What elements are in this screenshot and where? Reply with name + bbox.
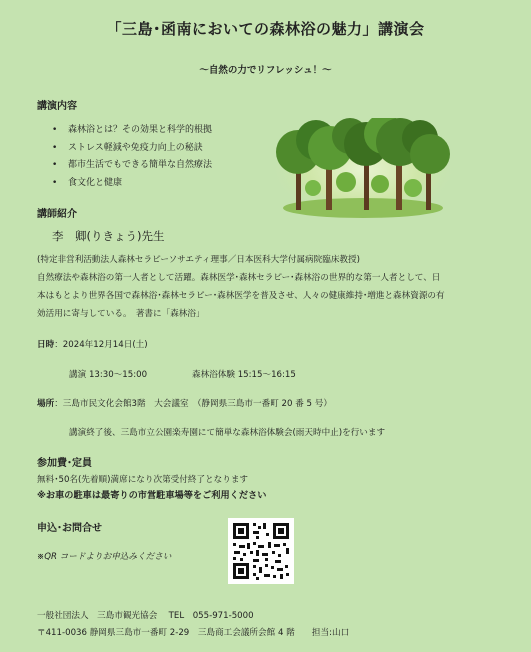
list-item-text: 食文化と健康: [68, 177, 123, 188]
venue-row: [37, 395, 332, 413]
date-value: ：2024年12月14日(土): [54, 340, 148, 350]
venue-text: ：三島市民文化会館3階 大会議室 （静岡県三島市一番町 20 番 5 号）: [54, 399, 332, 409]
venue-label: 場所: [37, 399, 55, 409]
footer-address: 〒411-0036 静岡県三島市一番町 2-29 三島商工会議所会館 4 階 担当:山口: [37, 628, 350, 638]
content-list: [52, 122, 212, 192]
fee-text: 無料･50名(先着順)満席になり次第受付終了となります: [37, 475, 249, 485]
qr-code-image[interactable]: [228, 518, 294, 584]
bullet-icon: •: [52, 125, 58, 135]
lecturer-bio-line: 自然療法や森林浴の第一人者として活躍。森林医学･森林セラピー･森林浴の世界的な第一人者として、日: [37, 273, 441, 283]
lecture-time: 13:30～15:00: [88, 370, 148, 380]
lecturer-name: 李 卿(りきょう)先生: [52, 229, 165, 243]
lecturer-bio-line: 本はもとより世界各国で森林浴･森林セラピー･森林医学を普及させ、人々の健康維持･増進と森林資源の有: [37, 291, 445, 301]
lecture-label: 講演: [69, 370, 87, 380]
bullet-icon: •: [52, 177, 58, 188]
bullet-icon: •: [52, 160, 58, 170]
lecturer-heading: 講師紹介: [37, 209, 77, 220]
content-heading: 講演内容: [37, 101, 77, 112]
bullet-icon: •: [52, 142, 58, 153]
apply-note: ※QR コードよりお申込みください: [37, 552, 172, 562]
apply-heading: 申込･お問合せ: [37, 523, 102, 534]
fee-heading: 参加費･定員: [37, 458, 92, 469]
list-item-text: ストレス軽減や免疫力向上の秘訣: [68, 142, 203, 153]
list-item-text: 都市生活でもできる簡単な自然療法: [68, 160, 213, 170]
list-item-text: 森林浴とは？その効果と科学的根拠: [68, 125, 213, 135]
page-subtitle: ～自然の力でリフレッシュ！～: [199, 65, 332, 76]
date-row: [37, 336, 148, 354]
lecturer-bio-line: 効活用に寄与している。 著書に「森林浴」: [37, 309, 205, 319]
date-label: 日時: [37, 340, 55, 350]
forest-walk-time: 15:15～16:15: [237, 370, 296, 380]
page-title: 「三島･函南においての森林浴の魅力」講演会: [106, 20, 425, 38]
venue-note: 講演終了後、三島市立公園楽寿園にて簡単な森林浴体験会(雨天時中止)を行います: [69, 428, 386, 438]
list-item: [52, 157, 212, 175]
lecture-time-row: [69, 366, 147, 384]
forest-image: [268, 118, 458, 222]
list-item: [52, 122, 212, 140]
parking-note: ※お車の駐車は最寄りの市営駐車場等をご利用ください: [37, 490, 267, 501]
list-item: [52, 175, 212, 193]
footer-organization: 一般社団法人 三島市観光協会 TEL 055-971-5000: [37, 611, 254, 621]
forest-walk-label: 森林浴体験: [192, 370, 235, 380]
list-item: [52, 140, 212, 158]
lecturer-affiliation: (特定非営利活動法人森林セラピーソサエティ理事／日本医科大学付属病院臨床教授): [37, 255, 360, 265]
forest-walk-row: [192, 366, 296, 384]
